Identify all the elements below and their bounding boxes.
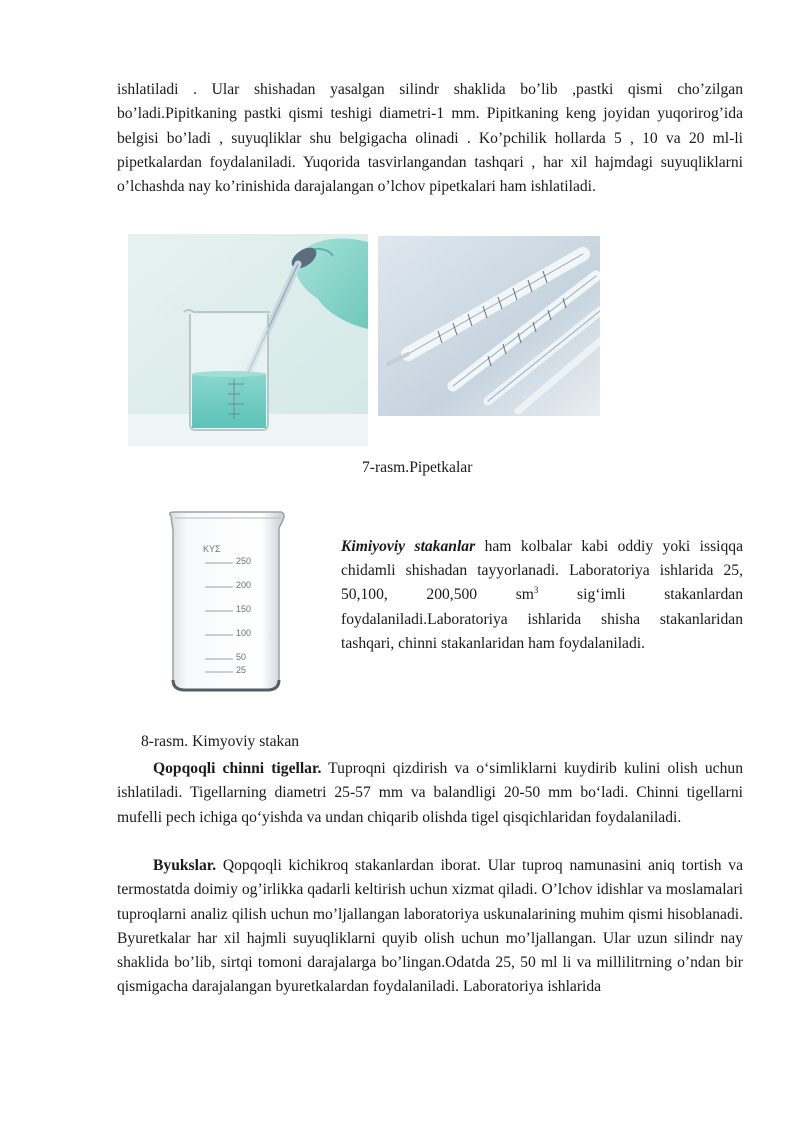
stakanlar-text-2: sig‘imli stakanlardan foydalaniladi.Laboratoriya ishlarida shisha stakanlaridan tashqari, chinni stakanlaridan ham foydalaniladi. bbox=[341, 586, 743, 652]
beaker-mark-150: 150 bbox=[236, 604, 252, 614]
chemical-beaker-figure bbox=[163, 508, 288, 694]
beaker-mark-50: 50 bbox=[236, 652, 247, 662]
stakanlar-unit-sup: 3 bbox=[533, 585, 539, 596]
pipette-beaker-photo bbox=[128, 234, 368, 446]
stakanlar-text-1: ham kolbalar kabi oddiy yoki issiqqa chidamli shishadan tayyorlanadi. Laboratoriya ishlarida 25, 50,100, 200,500 sm bbox=[341, 538, 743, 604]
tigellar-text: Tuproqni qizdirish va o‘simliklarni kuydirib kulini olish uchun ishlatiladi. Tigellarning diametri 25-57 mm va balandligi 20-50 mm bo‘ladi. Chinni tigellarni mufelli pech ichiga qo‘yishda va undan chiqarib olishda tigel qisqichlaridan foydalaniladi. bbox=[117, 760, 743, 826]
beaker-mark-200: 200 bbox=[236, 580, 252, 590]
svg-text:ΚΥΣ: ΚΥΣ bbox=[203, 544, 221, 554]
figure-8-caption: 8-rasm. Kimyoviy stakan bbox=[141, 733, 300, 750]
tigellar-paragraph bbox=[117, 757, 743, 830]
stakanlar-term: Kimiyoviy stakanlar bbox=[341, 538, 476, 555]
byukslar-paragraph bbox=[117, 854, 743, 1000]
figure-7-caption: 7-rasm.Pipetkalar bbox=[362, 459, 473, 476]
pipettes-photo bbox=[378, 236, 600, 416]
byukslar-text: Qopqoqli kichikroq stakanlardan iborat. Ular tuproq namunasini aniq tortish va termostatda doimiy og’irlikka qadarli keltirish uchun xizmat qiladi. O’lchov idishlar va moslamalari tuproqlarni analiz qilish uchun mo’ljallangan laboratoriya uskunalarining muhim qismi hisoblanadi. Byuretkalar har xil hajmli suyuqliklarni quyib olish uchun mo’ljallangan. Ular uzun silindr nay shaklida bo’lib, sirtqi tomoni darajalarga bo’lingan.Odatda 25, 50 ml li va millilitrning o’ndan bir qismigacha darajalangan byuretkalardan foydalaniladi. Laboratoriya ishlarida bbox=[117, 857, 743, 996]
beaker-icon bbox=[163, 508, 288, 694]
beaker-mark-250: 250 bbox=[236, 556, 252, 566]
stakanlar-paragraph bbox=[341, 535, 743, 656]
byukslar-term: Byukslar. bbox=[153, 857, 217, 874]
beaker-mark-100: 100 bbox=[236, 628, 252, 638]
top-paragraph: ishlatiladi . Ular shishadan yasalgan silindr shaklida bo’lib ,pastki qismi cho’zilgan bo’ladi.Pipitkaning pastki qismi teshigi diametri-1 mm. Pipitkaning keng joyidan yuqorirog’ida belgisi bo’ladi , suyuqliklar shu belgigacha olinadi . Ko’pchilik hollarda 5 , 10 va 20 ml-li pipetkalardan foydalaniladi. Yuqorida tasvirlangandan tashqari , har xil hajmdagi suyuqliklarni o’lchashda nay ko’rinishida darajalangan o’lchov pipetkalari ham ishlatiladi. bbox=[117, 81, 743, 196]
beaker-mark-25: 25 bbox=[236, 665, 247, 675]
tigellar-term: Qopqoqli chinni tigellar. bbox=[153, 760, 322, 777]
